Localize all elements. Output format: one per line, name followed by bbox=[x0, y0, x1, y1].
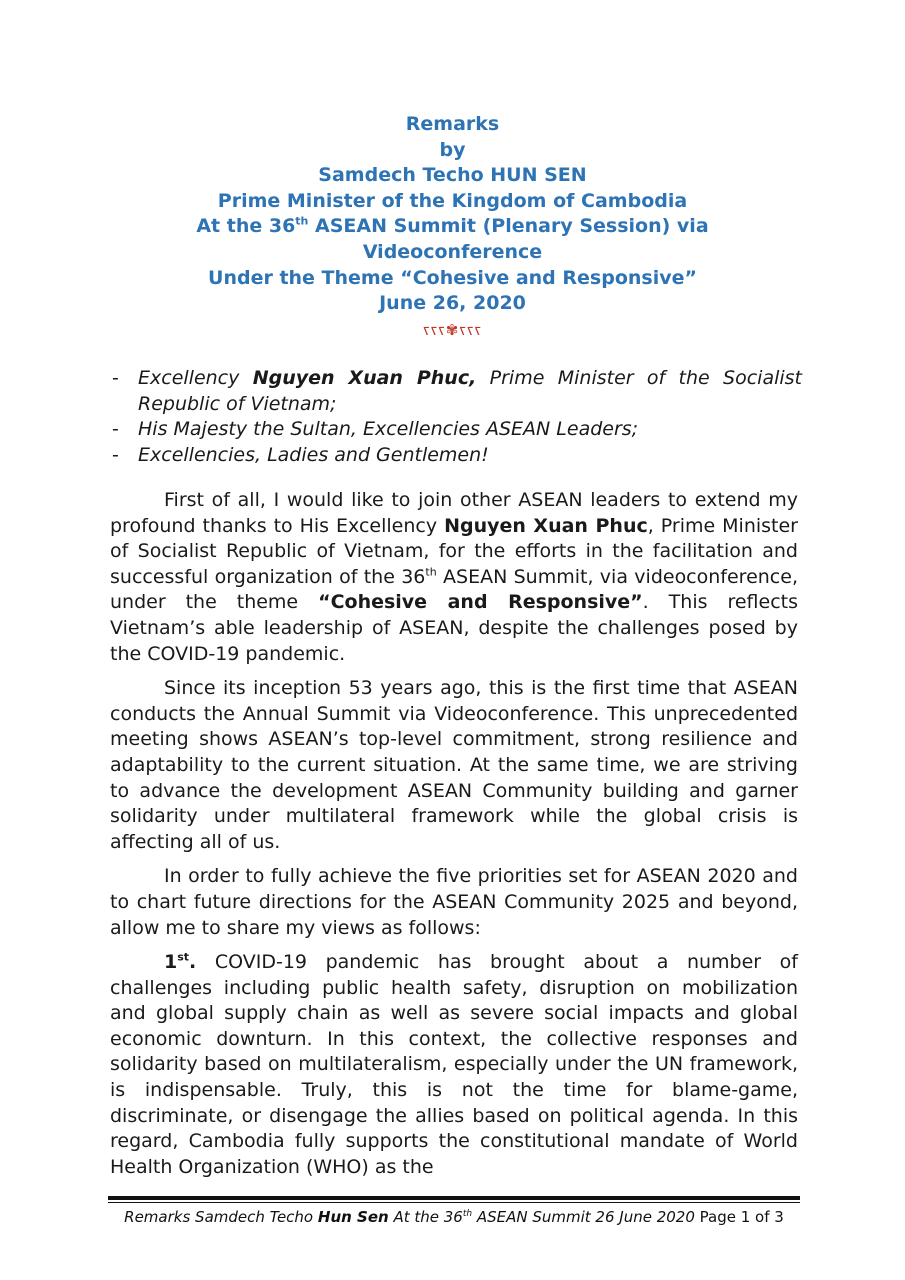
heading-event-pre: At the 36 bbox=[196, 215, 296, 238]
salutation-post: Prime Minister of the Socialist Republic of Vietnam; bbox=[138, 367, 803, 415]
salutation-item bbox=[112, 366, 802, 417]
heading-title: Prime Minister of the Kingdom of Cambodia bbox=[217, 189, 688, 212]
p1-text-g: . This reflects Vietnam’s able leadership of ASEAN, despite the challenges posed by the COVID-19 pandemic. bbox=[110, 591, 798, 665]
footer-mid: At the 36 bbox=[388, 1208, 463, 1226]
point-number bbox=[164, 951, 196, 973]
page-number: Page 1 of 3 bbox=[694, 1208, 784, 1226]
p1-name: Nguyen Xuan Phuc bbox=[444, 514, 648, 537]
heading-event bbox=[100, 214, 805, 240]
p1-text-e: ASEAN Summit, via videoconference, under the theme bbox=[110, 565, 798, 614]
p1-sup: th bbox=[425, 565, 437, 579]
footer-name: Hun Sen bbox=[317, 1208, 389, 1226]
footer-pre: Remarks Samdech Techo bbox=[124, 1208, 318, 1226]
list-dash: - bbox=[112, 367, 119, 389]
salutation-text: His Majesty the Sultan, Excellencies ASEAN Leaders; bbox=[138, 418, 639, 440]
paragraph-1 bbox=[110, 488, 798, 667]
p1-theme: “Cohesive and Responsive” bbox=[318, 591, 643, 614]
list-dash: - bbox=[112, 418, 119, 440]
list-dash: - bbox=[112, 443, 119, 466]
paragraph-4 bbox=[110, 950, 798, 1180]
heading-format: Videoconference bbox=[362, 240, 543, 263]
heading-event-post: ASEAN Summit (Plenary Session) via bbox=[308, 215, 709, 238]
salutation-item bbox=[112, 443, 802, 469]
page-footer bbox=[108, 1208, 800, 1226]
heading-remarks: Remarks bbox=[405, 113, 500, 135]
point-num: 1 bbox=[164, 951, 178, 974]
document-heading bbox=[100, 112, 805, 317]
point-num-sup: st bbox=[177, 950, 190, 964]
heading-theme: Under the Theme “Cohesive and Responsive” bbox=[208, 266, 697, 289]
salutation-name: Nguyen Xuan Phuc, bbox=[252, 367, 477, 389]
ornament-divider: ꧏꧏꧏ✾ꧏꧏꧏ bbox=[423, 321, 482, 339]
document-body bbox=[110, 488, 798, 1189]
salutation-item bbox=[112, 417, 802, 443]
heading-event-sup: th bbox=[295, 215, 309, 229]
heading-speaker: Samdech Techo HUN SEN bbox=[318, 164, 587, 187]
point-num-dot: . bbox=[189, 951, 197, 974]
footer-post: ASEAN Summit 26 June 2020 bbox=[472, 1208, 695, 1226]
p1-text-a: First of all, I would like to join other ASEAN leaders to extend my profound thanks to His Excellency bbox=[110, 489, 798, 537]
footer-rule bbox=[108, 1196, 800, 1203]
footer-sup: th bbox=[462, 1209, 473, 1219]
heading-by: by bbox=[439, 138, 466, 161]
paragraph-3: In order to fully achieve the five priorities set for ASEAN 2020 and to chart future directions for the ASEAN Community 2025 and beyond, allow me to share my views as follows: bbox=[110, 865, 798, 939]
heading-date: June 26, 2020 bbox=[379, 292, 526, 315]
salutation-text bbox=[138, 366, 802, 417]
salutation-pre: Excellency bbox=[138, 367, 253, 389]
p1-text-c: , Prime Minister of Socialist Republic of Vietnam, for the efforts in the facilitation and successful organization of the 36 bbox=[110, 514, 798, 588]
p4-text: COVID-19 pandemic has brought about a number of challenges including public health safety, disruption on mobilization and global supply chain as well as severe social impacts and global economic downturn. In this context, the collective responses and solidarity based on multilateralism, especially under the UN framework, is indispensable. Truly, this is not the time for blame-game, discriminate, or disengage the allies based on political agenda. In this regard, Cambodia fully supports the constitutional mandate of World Health Organization (WHO) as the bbox=[110, 951, 798, 1178]
salutation-list bbox=[112, 366, 802, 468]
paragraph-2: Since its inception 53 years ago, this is the first time that ASEAN conducts the Annual Summit via Videoconference. This unprecedented meeting shows ASEAN’s top-level commitment, strong resilience and adaptability to the current situation. At the same time, we are striving to advance the development ASEAN Community building and garner solidarity under multilateral framework while the global crisis is affecting all of us. bbox=[110, 677, 798, 853]
salutation-text: Excellencies, Ladies and Gentlemen! bbox=[138, 443, 489, 466]
